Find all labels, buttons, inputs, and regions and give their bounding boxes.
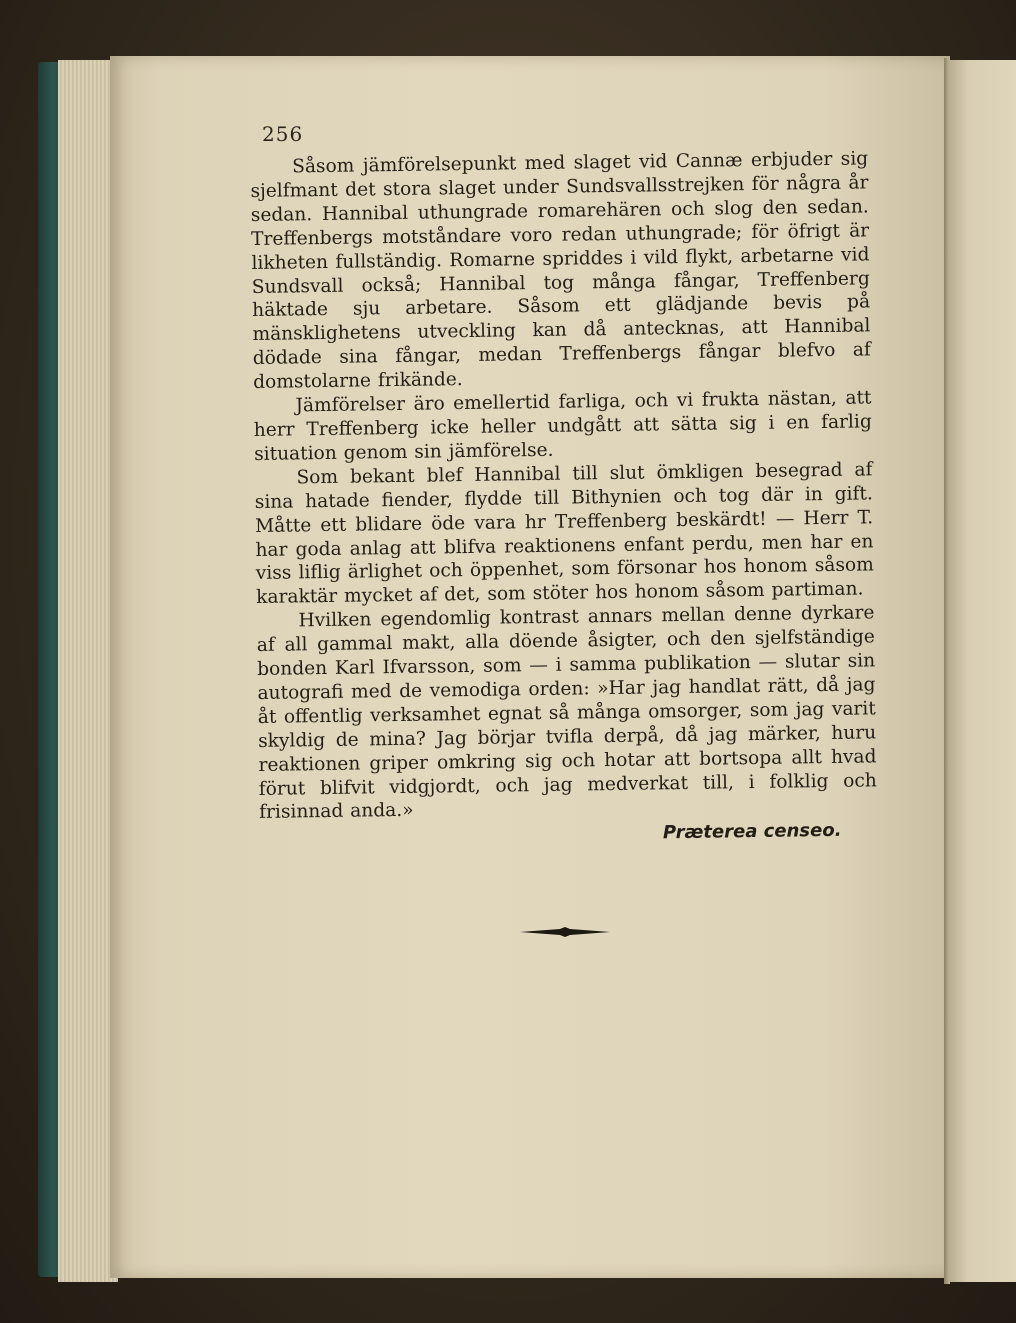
page-edges (58, 60, 118, 1282)
page-text (250, 147, 878, 851)
ornament-divider-icon (520, 922, 610, 942)
signature: Præterea censeo. (662, 820, 842, 844)
paragraph-2: Jämförelser äro emellertid farliga, och vi frukta nästan, att herr Treffenberg icke heller undgått att sätta sig i en farlig situation genom sin jämförelse. (253, 387, 872, 465)
paragraph-3: Som bekant blef Hannibal till slut ömkligen besegrad af sina hatade fiender, flydde till Bithynien och tog där in gift. Måtte ett blidare öde vara hr Treffenberg beskärdt! — Herr T. har goda anlag att blifva reaktionens enfant perdu, men har en viss liflig ärlighet och öppenhet, som försonar hos honom såsom karaktär mycket af det, som stöter hos honom såsom partiman. (254, 459, 874, 609)
page-number: 256 (262, 122, 304, 146)
facing-page-edge (948, 60, 1016, 1282)
paragraph-1: Såsom jämförelsepunkt med slaget vid Cannæ erbjuder sig sjelfmant det stora slaget under Sundsvallsstrejken för några år sedan. Hannibal uthungrade romarehären och slog den sedan. Treffenbergs motståndare voro redan uthungrade; för öfrigt är likheten fullständig. Romarne spriddes i vild flykt, arbetarne vid Sundsvall också; Hannibal tog många fångar, Treffenberg häktade sju arbetare. Såsom ett glädjande bevis på mänsklighetens utveckling kan då antecknas, att Hannibal dödade sina fångar, medan Treffenbergs fångar blefvo af domstolarne frikände. (250, 148, 871, 394)
paragraph-4: Hvilken egendomlig kontrast annars mellan denne dyrkare af all gammal makt, alla döende åsigter, och den sjelfständige bonden Karl Ifvarsson, som — i samma publikation — slutar sin autografi med de vemodiga orden: »Har jag handlat rätt, då jag åt offentlig verksamhet egnat så många omsorger, som jag varit skyldig de mina? Jag börjar tvifla derpå, då jag märker, huru reaktionen griper omkring sig och hotar att bortsopa allt hvad förut blifvit vidgjordt, och jag medverkat till, i folklig och frisinnad anda.» (256, 602, 877, 824)
